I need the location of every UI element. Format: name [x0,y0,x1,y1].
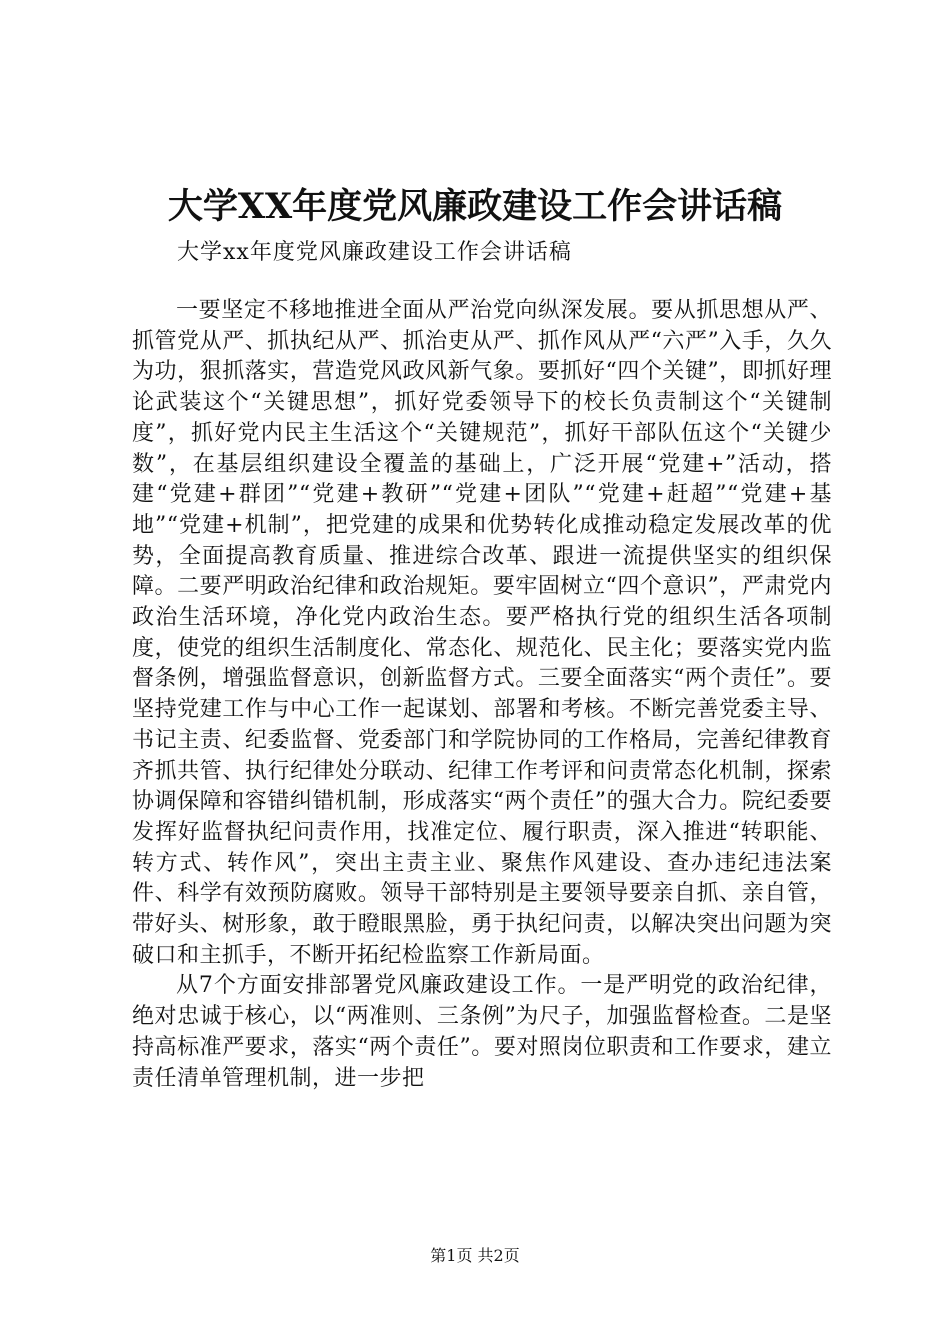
document-title: 大学XX年度党风廉政建设工作会讲话稿 [167,186,783,227]
paragraph: 一要坚定不移地推进全面从严治党向纵深发展。要从抓思想从严、抓管党从严、抓执纪从严、抓治吏从严、抓作风从严“六严”入手，久久为功，狠抓落实，营造党风政风新气象。要抓好“四个关键”，即抓好理论武装这个“关键思想”，抓好党委领导下的校长负责制这个“关键制度”，抓好党内民主生活这个“关键规范”，抓好干部队伍这个“关键少数”，在基层组织建设全覆盖的基础上，广泛开展“党建+”活动，搭建“党建+群团”“党建+教研”“党建+团队”“党建+赶超”“党建+基地”“党建+机制”，把党建的成果和优势转化成推动稳定发展改革的优势，全面提高教育质量、推进综合改革、跟进一流提供坚实的组织保障。二要严明政治纪律和政治规矩。要牢固树立“四个意识”，严肃党内政治生活环境，净化党内政治生态。要严格执行党的组织生活各项制度，使党的组织生活制度化、常态化、规范化、民主化；要落实党内监督条例，增强监督意识，创新监督方式。三要全面落实“两个责任”。要坚持党建工作与中心工作一起谋划、部署和考核。不断完善党委主导、书记主责、纪委监督、党委部门和学院协同的工作格局，完善纪律教育齐抓共管、执行纪律处分联动、纪律工作考评和问责常态化机制，探索协调保障和容错纠错机制，形成落实“两个责任”的强大合力。院纪委要发挥好监督执纪问责作用，找准定位、履行职责，深入推进“转职能、转方式、转作风”，突出主责主业、聚焦作风建设、查办违纪违法案件、科学有效预防腐败。领导干部特别是主要领导要亲自抓、亲自管，带好头、树形象，敢于瞪眼黑脸，勇于执纪问责，以解决突出问题为突破口和主抓手，不断开拓纪检监察工作新局面。 [132,298,832,968]
document-subtitle: 大学xx年度党风廉政建设工作会讲话稿 [177,240,572,265]
document-body [132,296,832,1094]
page-footer: 第1页 共2页 [430,1246,520,1265]
paragraph: 从7个方面安排部署党风廉政建设工作。一是严明党的政治纪律，绝对忠诚于核心，以“两准则、三条例”为尺子，加强监督检查。二是坚持高标准严要求，落实“两个责任”。要对照岗位职责和工作要求，建立责任清单管理机制，进一步把 [132,973,832,1091]
